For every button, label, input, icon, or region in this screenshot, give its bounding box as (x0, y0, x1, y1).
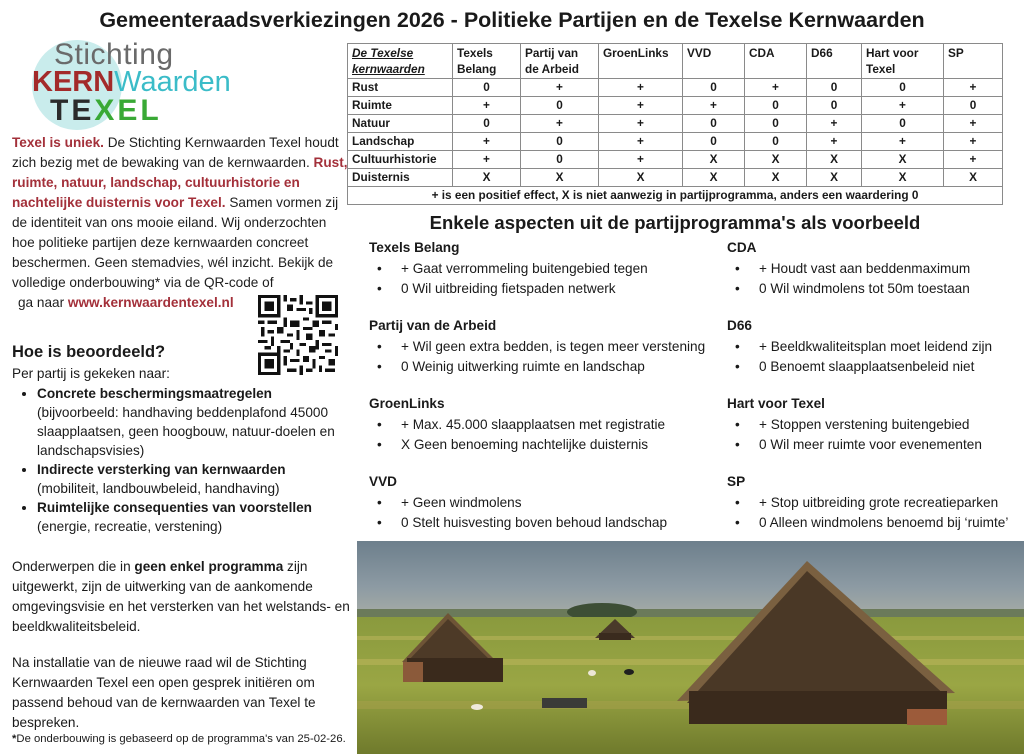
party-aspect-item: • 0 Weinig uitwerking ruimte en landschap (369, 357, 699, 377)
table-header-row (348, 44, 1003, 79)
table-cell: 0 (453, 79, 521, 97)
table-cell: 0 (521, 151, 599, 169)
logo-xel: XEL (94, 94, 162, 127)
party-aspect-item: • 0 Benoemt slaapplaatsenbeleid niet (727, 357, 1024, 377)
table-cell: + (944, 133, 1003, 151)
table-cell: 0 (745, 115, 807, 133)
method-block (12, 364, 352, 536)
row-label: Rust (348, 79, 453, 97)
stichting-kernwaarden-logo (10, 36, 255, 128)
column-header: CDA (745, 44, 807, 79)
row-label: Ruimte (348, 97, 453, 115)
table-row (348, 151, 1003, 169)
table-cell: 0 (862, 79, 944, 97)
table-cell: + (683, 97, 745, 115)
method-item-text: (mobiliteit, landbouwbeleid, handhaving) (37, 481, 280, 496)
logo-waarden: Waarden (114, 66, 231, 98)
table-cell: + (944, 151, 1003, 169)
party-aspect-item: • + Stop uitbreiding grote recreatieparken (727, 493, 1024, 513)
column-header: Hart voor Texel (862, 44, 944, 79)
party-aspect-item: • 0 Wil uitbreiding fietspaden netwerk (369, 279, 699, 299)
table-cell: X (944, 169, 1003, 187)
method-item-title: Indirecte versterking van kernwaarden (37, 462, 286, 477)
table-cell: + (745, 79, 807, 97)
kernwaarden-table (347, 43, 1003, 205)
table-cell: X (453, 169, 521, 187)
party-aspect-item: • + Beeldkwaliteitsplan moet leidend zijn (727, 337, 1024, 357)
row-label: Duisternis (348, 169, 453, 187)
table-cell: + (453, 133, 521, 151)
method-item (37, 384, 352, 460)
intro-core-values: Rust, ruimte, natuur, landschap, cultuurhistorie en nachtelijke duisternis voor Texel. (12, 155, 348, 210)
party-aspect-item: • X Geen benoeming nachtelijke duisternis (369, 435, 699, 455)
party-block (369, 474, 699, 532)
table-cell: X (745, 169, 807, 187)
table-cell: + (521, 79, 599, 97)
page-title: Gemeenteraadsverkiezingen 2026 - Politieke Partijen en de Texelse Kernwaarden (99, 8, 925, 32)
logo-te: TE (50, 94, 95, 127)
column-header: SP (944, 44, 1003, 79)
party-block (369, 396, 699, 454)
table-cell: + (521, 115, 599, 133)
table-row (348, 79, 1003, 97)
party-name: VVD (369, 474, 397, 489)
table-cell: + (599, 79, 683, 97)
party-aspect-list (727, 337, 1024, 376)
table-cell: 0 (807, 97, 862, 115)
row-label: Natuur (348, 115, 453, 133)
party-aspect-list (727, 259, 1024, 298)
table-cell: + (807, 115, 862, 133)
row-label: Landschap (348, 133, 453, 151)
party-aspect-item: • 0 Alleen windmolens benoemd bij ‘ruimte’ (727, 513, 1024, 533)
method-item-title: Concrete beschermingsmaatregelen (37, 386, 272, 401)
para1-bold: geen enkel programma (134, 559, 284, 574)
logo-line-3 (50, 94, 162, 128)
footnote (12, 733, 346, 745)
row-label: Cultuurhistorie (348, 151, 453, 169)
party-name: D66 (727, 318, 752, 333)
table-row (348, 169, 1003, 187)
party-aspect-item: • 0 Wil meer ruimte voor evenementen (727, 435, 1024, 455)
table-cell: + (944, 79, 1003, 97)
intro-text-3: ga naar (18, 295, 68, 310)
party-block (727, 474, 1024, 532)
column-header: GroenLinks (599, 44, 683, 79)
column-header: Partij van de Arbeid (521, 44, 599, 79)
table-cell: + (599, 133, 683, 151)
intro-paragraph (12, 133, 348, 293)
party-aspect-item: • 0 Wil windmolens tot 50m toestaan (727, 279, 1024, 299)
party-aspect-item: • 0 Stelt huisvesting boven behoud landschap (369, 513, 699, 533)
party-aspect-item: • + Stoppen verstening buitengebied (727, 415, 1024, 435)
party-aspect-list (369, 415, 699, 454)
party-aspect-item: • + Wil geen extra bedden, is tegen meer verstening (369, 337, 699, 357)
table-cell: X (807, 169, 862, 187)
table-row (348, 97, 1003, 115)
table-cell: 0 (683, 79, 745, 97)
party-aspect-item: • + Houdt vast aan beddenmaximum (727, 259, 1024, 279)
table-cell: X (521, 169, 599, 187)
table-cell: X (807, 151, 862, 169)
party-name: Texels Belang (369, 240, 460, 255)
table-cell: X (683, 169, 745, 187)
column-header: Texels Belang (453, 44, 521, 79)
table-legend: + is een positief effect, X is niet aanwezig in partijprogramma, anders een waardering 0 (348, 187, 1003, 205)
party-name: Partij van de Arbeid (369, 318, 497, 333)
table-cell: + (453, 97, 521, 115)
party-aspect-list (727, 415, 1024, 454)
table-corner-header: De Texelse kernwaarden (348, 44, 453, 79)
party-name: SP (727, 474, 746, 489)
dialogue-paragraph: Na installatie van de nieuwe raad wil de Stichting Kernwaarden Texel een open gesprek initiëren om passend behoud van de kernwaarden van Texel te bespreken. (12, 655, 316, 730)
footnote-star: * (12, 733, 17, 745)
logo-kern: KERN (32, 66, 115, 98)
party-block (727, 396, 1024, 454)
party-block (369, 240, 699, 298)
intro-block (12, 133, 352, 313)
method-lead: Per partij is gekeken naar: (12, 366, 170, 381)
website-link[interactable]: www.kernwaardentexel.nl (67, 295, 234, 310)
party-name: GroenLinks (369, 396, 445, 411)
table-cell: 0 (683, 133, 745, 151)
party-block (369, 318, 706, 376)
table-cell: 0 (521, 133, 599, 151)
party-aspect-list (369, 493, 699, 532)
table-cell: + (944, 115, 1003, 133)
party-block (727, 318, 1024, 376)
table-cell: X (599, 169, 683, 187)
table-cell: 0 (745, 133, 807, 151)
party-aspect-list (369, 259, 699, 298)
table-cell: 0 (807, 79, 862, 97)
column-header: VVD (683, 44, 745, 79)
method-item (37, 460, 352, 498)
table-cell: 0 (453, 115, 521, 133)
method-title: Hoe is beoordeeld? (12, 343, 166, 361)
table-cell: X (862, 151, 944, 169)
table-cell: X (862, 169, 944, 187)
table-cell: 0 (944, 97, 1003, 115)
party-aspect-list (727, 493, 1024, 532)
method-item-text: (bijvoorbeeld: handhaving beddenplafond 45000 slaapplaatsen, geen hoogbouw, natuur-doelen en landschapsvisies) (37, 405, 335, 458)
method-list (37, 384, 352, 536)
party-name: Hart voor Texel (727, 396, 825, 411)
table-cell: 0 (683, 115, 745, 133)
uncovered-topics-paragraph (12, 557, 352, 637)
party-name: CDA (727, 240, 757, 255)
table-row (348, 115, 1003, 133)
table-cell: 0 (862, 115, 944, 133)
method-item-title: Ruimtelijke consequenties van voorstellen (37, 500, 312, 515)
landscape-photo (357, 541, 1024, 754)
table-cell: + (599, 151, 683, 169)
aspects-title: Enkele aspecten uit de partijprogramma's als voorbeeld (429, 212, 921, 233)
footnote-text: De onderbouwing is gebaseerd op de programma's van 25-02-26. (16, 733, 346, 745)
table-cell: + (862, 97, 944, 115)
table-legend-row (348, 187, 1003, 205)
method-item (37, 498, 352, 536)
para1-c: zijn uitgewerkt, zijn de uitwerking van de aankomende omgevingsvisie en het versterken van het welstands- en beeldkwaliteitsbeleid. (12, 559, 350, 634)
party-aspect-item: • + Geen windmolens (369, 493, 699, 513)
method-item-text: (energie, recreatie, verstening) (37, 519, 223, 534)
table-cell: 0 (521, 97, 599, 115)
table-cell: + (599, 97, 683, 115)
logo-line-1: Stichting (54, 38, 174, 71)
table-cell: 0 (745, 97, 807, 115)
party-aspect-item: • + Max. 45.000 slaapplaatsen met registratie (369, 415, 699, 435)
table-cell: + (807, 133, 862, 151)
intro-text-2: Samen vormen zij de identiteit van ons mooie eiland. Wij onderzochten hoe politieke partijen deze kernwaarden concreet beschermen. Geen stemadvies, wél inzicht. Bekijk de volledige onderbouwing* via de QR-code of (12, 195, 339, 290)
table-cell: X (745, 151, 807, 169)
party-block (727, 240, 1024, 298)
column-header: D66 (807, 44, 862, 79)
qr-code[interactable] (258, 295, 338, 375)
table-cell: + (862, 133, 944, 151)
table-row (348, 133, 1003, 151)
party-aspect-list (369, 337, 706, 376)
table-cell: + (453, 151, 521, 169)
party-aspect-item: • + Gaat verrommeling buitengebied tegen (369, 259, 699, 279)
para1-a: Onderwerpen die in (12, 559, 135, 574)
intro-lead: Texel is uniek. (12, 135, 104, 150)
table-cell: + (599, 115, 683, 133)
table-cell: X (683, 151, 745, 169)
intro-text-1: De Stichting Kernwaarden Texel houdt zich bezig met de bewaking van de kernwaarden. (12, 135, 339, 170)
